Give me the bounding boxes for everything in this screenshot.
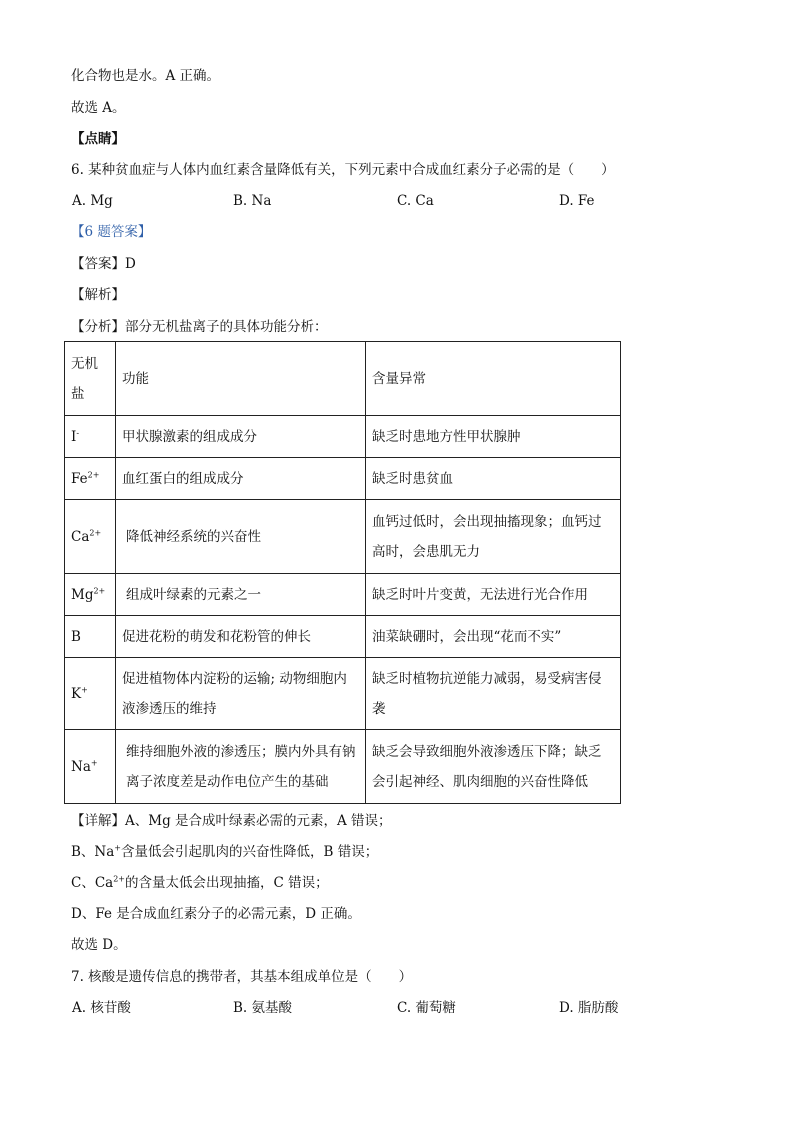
table-row: [65, 730, 621, 804]
ion-cell: Na+: [65, 730, 116, 804]
q6-option-d: D. Fe: [559, 193, 595, 209]
abnormal-cell: 缺乏时植物抗逆能力减弱，易受病害侵袭: [366, 658, 621, 730]
abnormal-cell: 油菜缺硼时，会出现“花而不实”: [366, 616, 621, 658]
ion-cell: B: [65, 616, 116, 658]
abnormal-cell: 缺乏时叶片变黄，无法进行光合作用: [366, 574, 621, 616]
table-row: [65, 616, 621, 658]
abnormal-cell: 缺乏会导致细胞外液渗透压下降；缺乏会引起神经、肌肉细胞的兴奋性降低: [366, 730, 621, 804]
tip-label: 【点睛】: [71, 131, 125, 147]
function-cell: 促进花粉的萌发和花粉管的伸长: [116, 616, 366, 658]
q6-option-a: A. Mg: [72, 193, 113, 209]
ion-function-table: [64, 341, 621, 804]
question-6-stem: 6. 某种贫血症与人体内血红素含量降低有关，下列元素中合成血红素分子必需的是（ ）: [71, 162, 615, 178]
intro-conclusion: 故选 A。: [71, 100, 126, 116]
function-cell: 组成叶绿素的元素之一: [116, 574, 366, 616]
q6-answer: 【答案】D: [71, 256, 136, 272]
q7-option-d: D. 脂肪酸: [559, 1000, 619, 1016]
function-cell: 血红蛋白的组成成分: [116, 458, 366, 500]
abnormal-cell: 缺乏时患贫血: [366, 458, 621, 500]
function-cell: 维持细胞外液的渗透压；膜内外具有钠离子浓度差是动作电位产生的基础: [116, 730, 366, 804]
q6-analysis-intro: 【分析】部分无机盐离子的具体功能分析：: [71, 319, 328, 335]
q6-option-c: C. Ca: [397, 193, 434, 209]
detail-conclusion: 故选 D。: [71, 937, 127, 953]
q7-option-c: C. 葡萄糖: [397, 1000, 456, 1016]
ion-cell: $Fe^{2+}$: [65, 458, 116, 500]
question-7-stem: 7. 核酸是遗传信息的携带者，其基本组成单位是（ ）: [71, 969, 413, 985]
detail-line-a: 【详解】A、Mg 是合成叶绿素必需的元素，A 错误；: [71, 813, 392, 829]
intro-text-line: 化合物也是水。A 正确。: [71, 68, 221, 84]
ion-cell: $Mg^{2+}$: [65, 574, 116, 616]
header-function: 功能: [116, 342, 366, 416]
ion-cell: $Ca^{2+}$: [65, 500, 116, 574]
detail-line-b: B、Na+含量低会引起肌肉的兴奋性降低，B 错误；: [71, 843, 379, 860]
table-row: [65, 574, 621, 616]
header-ion: 无机盐: [65, 342, 116, 416]
ion-cell: K+: [65, 658, 116, 730]
ion-cell: I-: [65, 416, 116, 458]
function-cell: 甲状腺激素的组成成分: [116, 416, 366, 458]
q6-option-b: B. Na: [233, 193, 272, 209]
detail-line-d: D、Fe 是合成血红素分子的必需元素，D 正确。: [71, 906, 361, 922]
table-row: [65, 416, 621, 458]
table-row: [65, 458, 621, 500]
table-row: [65, 658, 621, 730]
header-abnormal: 含量异常: [366, 342, 621, 416]
q6-section-label: 【6 题答案】: [71, 224, 152, 240]
abnormal-cell: 血钙过低时，会出现抽搐现象；血钙过高时，会患肌无力: [366, 500, 621, 574]
detail-line-c: C、$Ca^{2+}$的含量太低会出现抽搐，C 错误；: [71, 874, 329, 891]
function-cell: 促进植物体内淀粉的运输; 动物细胞内液渗透压的维持: [116, 658, 366, 730]
table-row: [65, 500, 621, 574]
function-cell: 降低神经系统的兴奋性: [116, 500, 366, 574]
q6-analysis-label: 【解析】: [71, 287, 125, 303]
q7-option-b: B. 氨基酸: [233, 1000, 293, 1016]
abnormal-cell: 缺乏时患地方性甲状腺肿: [366, 416, 621, 458]
table-header-row: [65, 342, 621, 416]
q7-option-a: A. 核苷酸: [72, 1000, 131, 1016]
